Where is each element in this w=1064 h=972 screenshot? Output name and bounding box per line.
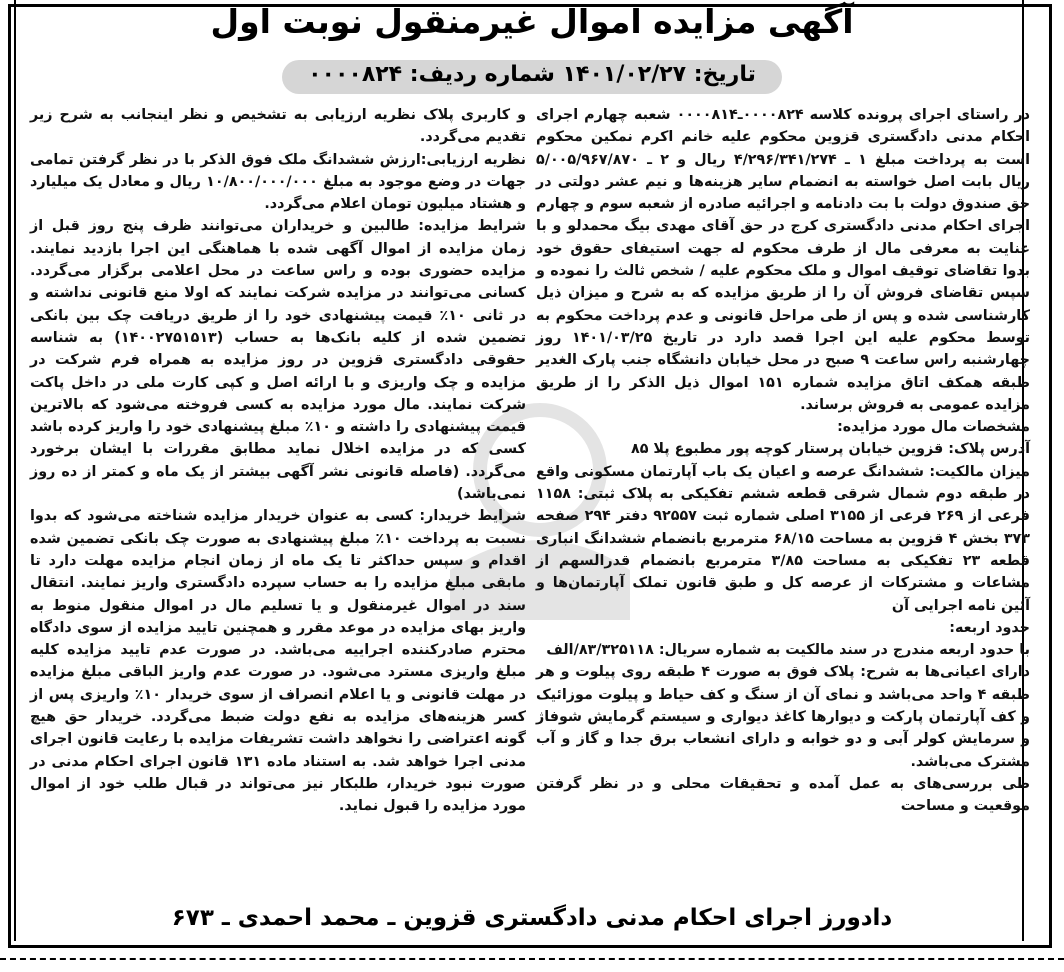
specs-heading: مشخصات مال مورد مزایده:: [837, 419, 1030, 436]
intro-paragraph: در راستای اجرای پرونده کلاسه ۰۰۰۰۸۲۴ـ۰۰۰۰۸۱۴ شعبه چهارم اجرای احکام مدنی دادگستری قزوین محکوم علیه خانم اکرم نمکین محکوم است به پرداخت مبلغ ۱ ـ ۴/۲۹۶/۳۴۱/۲۷۴ ریال و ۲ ـ ۵/۰۰۵/۹۶۷/۸۷۰ ریال بابت اصل خواسته به انضمام سایر هزینه‌ها و نیم عشر دولتی در حق صندوق دولت با بت دادنامه و اجرائیه صادره از شعبه سوم و چهارم اجرای احکام مدنی دادگستری کرج در حق آقای مهدی بیگ محمدلو و با عنایت به معرفی مال از طرف محکوم له جهت استیفای حقوق خود بدوا تقاضای توقیف اموال و ملک محکوم علیه / شخص ثالث را نموده و سپس تقاضای فروش آن را از طریق مزایده که به شرح و میزان ذیل کارشناسی شده و پس از طی مراحل قانونی و عدم پرداخت محکوم به توسط محکوم علیه این اجرا قصد دارد در تاریخ ۱۴۰۱/۰۳/۲۵ روز چهارشنبه راس ساعت ۹ صبح در محل خیابان دانشگاه جنب پارک الغدیر طبقه همکف اتاق مزایده شماره ۱۵۱ اموال ذیل الذکر را از طریق مزایده عمومی به فروش برساند.: [536, 107, 1031, 413]
terms-label: شرایط مزایده:: [418, 218, 526, 235]
notice-date-row: تاریخ: ۱۴۰۱/۰۲/۲۷ شماره ردیف: ۰۰۰۰۸۲۴: [308, 62, 756, 87]
terms-paragraph: [30, 215, 526, 505]
terms-text: طالبین و خریداران می‌توانند ظرف پنج روز قبل از زمان مزایده از اموال آگهی شده با هماهنگی این اجرا بازدید نمایند. مزایده حضوری بوده و راس ساعت در محل اعلامی برگزار می‌گردد. کسانی می‌توانند در مزایده شرکت نمایند که اولا منع قانونی نداشته و در ثانی ۱۰٪ قیمت پیشنهادی خود را از طریق دریافت چک بین بانکی تضمین شده از کلیه بانک‌ها به حساب (۱۴۰۰۲۷۵۱۵۱۳) به شناسه حقوقی دادگستری قزوین در روز مزایده به همراه فرم شرکت در مزایده و چک واریزی و با ارائه اصل و کپی کارت ملی در داخل پاکت شرکت نمایند. مال مورد مزایده به کسی فروخته می‌شود که بالاترین قیمت پیشنهادی را داشته و ۱۰٪ مبلغ پیشنهادی خود را واریز کرده باشد کسی که در مزایده اخلال نماید مطابق مقررات با ایشان برخورد می‌گردد. (فاصله قانونی نشر آگهی بیشتر از یک ماه و کمتر از ده روز نمی‌باشد): [30, 218, 526, 503]
survey-paragraph: طی بررسی‌های به عمل آمده و تحقیقات محلی و در نظر گرفتن موقعیت و مساحت: [536, 775, 1030, 815]
signature-line: دادورز اجرای احکام مدنی دادگستری قزوین ـ محمد احمدی ـ ۶۷۳: [171, 905, 893, 931]
assets-paragraph: [536, 661, 1030, 772]
property-address: آدرس پلاک: قزوین خیابان پرستار کوچه پور مطبوع پلا ۸۵: [631, 441, 1030, 458]
cut-line: [0, 958, 1064, 960]
bounds-paragraph: با حدود اربعه مندرج در سند مالکیت به شماره سریال: ۸۳/۳۲۵۱۱۸/الف: [546, 642, 1030, 659]
bounds-heading: حدود اربعه:: [949, 619, 1030, 636]
valuation-text: ارزش ششدانگ ملک فوق الذکر با در نظر گرفتن تمامی جهات در وضع موجود به مبلغ ۱۰/۸۰۰/۰۰۰/۰۰۰ ریال و معادل یک میلیارد و هشتاد میلیون تومان اعلام می‌گردد.: [30, 151, 526, 213]
continuation-paragraph: و کاربری پلاک نظریه ارزیابی به تشخیص و نظر اینجانب به شرح زیر تقدیم می‌گردد.: [30, 107, 526, 146]
ownership-paragraph: میزان مالکیت: ششدانگ عرصه و اعیان یک باب آپارتمان مسکونی واقع در طبقه دوم شمال شرقی قطعه ششم تفکیکی به پلاک ثبتی: ۱۱۵۸ فرعی از ۲۶۹ فرعی از ۳۱۵۵ اصلی شماره ثبت ۹۲۵۵۷ دفتر ۲۹۴ صفحه ۳۷۳ بخش ۴ قزوین به مساحت ۶۸/۱۵ مترمربع بانضمام ششدانگ انباری قطعه ۲۳ تفکیکی به مساحت ۳/۸۵ مترمربع بانضمام قدرالسهم از مشاعات و مشترکات از عرصه کل و طبق قانون تملک آپارتمان‌ها و آئین نامه اجرایی آن: [536, 463, 1031, 614]
assets-text: پلاک فوق به صورت ۴ طبقه روی پیلوت و هر طبقه ۴ واحد می‌باشد و نمای آن از سنگ و کف حیاط و پیلوت موزائیک و کف آپارتمان پارکت و دیوارها کاغذ دیواری و سیستم گرمایش شوفاژ و سرمایش کولر آبی و دو خوابه و دارای انشعاب برق جدا و گاز و آب مشترک می‌باشد.: [536, 664, 1030, 770]
buyer-paragraph: [30, 505, 526, 817]
buyer-text: کسی به عنوان خریدار مزایده شناخته می‌شود که بدوا نسبت به پرداخت ۱۰٪ مبلغ پیشنهادی به صورت چک بانکی تضمین شده اقدام و سپس حداکثر تا یک ماه از زمان انجام مزایده مهلت دارد تا مابقی مبلغ مزایده را به حساب سپرده دادگستری واریز نمایند. انتقال سند در اموال غیرمنقول و یا تسلیم مال در اموال منقول منوط به واریز بهای مزایده در موعد مقرر و همچنین تایید مزایده از سوی دادگاه محترم صادرکننده اجراییه می‌باشد. در صورت عدم تایید مزایده کلیه مبلغ واریزی مسترد می‌شود. در صورت عدم واریز الباقی مبلغ مزایده در مهلت قانونی و یا اعلام انصراف از سوی خریدار ۱۰٪ واریزی پس از کسر هزینه‌های مزایده به نفع دولت ضبط می‌گردد. خریدار حق هیچ گونه اعتراضی را نخواهد داشت تشریفات مزایده با رعایت قانون اجرای مدنی اجرا خواهد شد. به استناد ماده ۱۳۱ قانون اجرای احکام مدنی در صورت نبود خریدار، طلبکار نیز می‌تواند در قبال طلب خود از اموال مورد مزایده را قبول نماید.: [30, 508, 526, 815]
assets-label: دارای اعیانی‌ها به شرح:: [860, 664, 1030, 681]
valuation-paragraph: [30, 149, 526, 216]
valuation-label: نظریه ارزیابی:: [420, 151, 526, 168]
right-column: [536, 104, 1030, 818]
buyer-label: شرایط خریدار:: [419, 508, 526, 525]
left-column: [30, 104, 526, 818]
notice-title: آگهی مزایده اموال غیرمنقول نوبت اول: [210, 2, 854, 41]
